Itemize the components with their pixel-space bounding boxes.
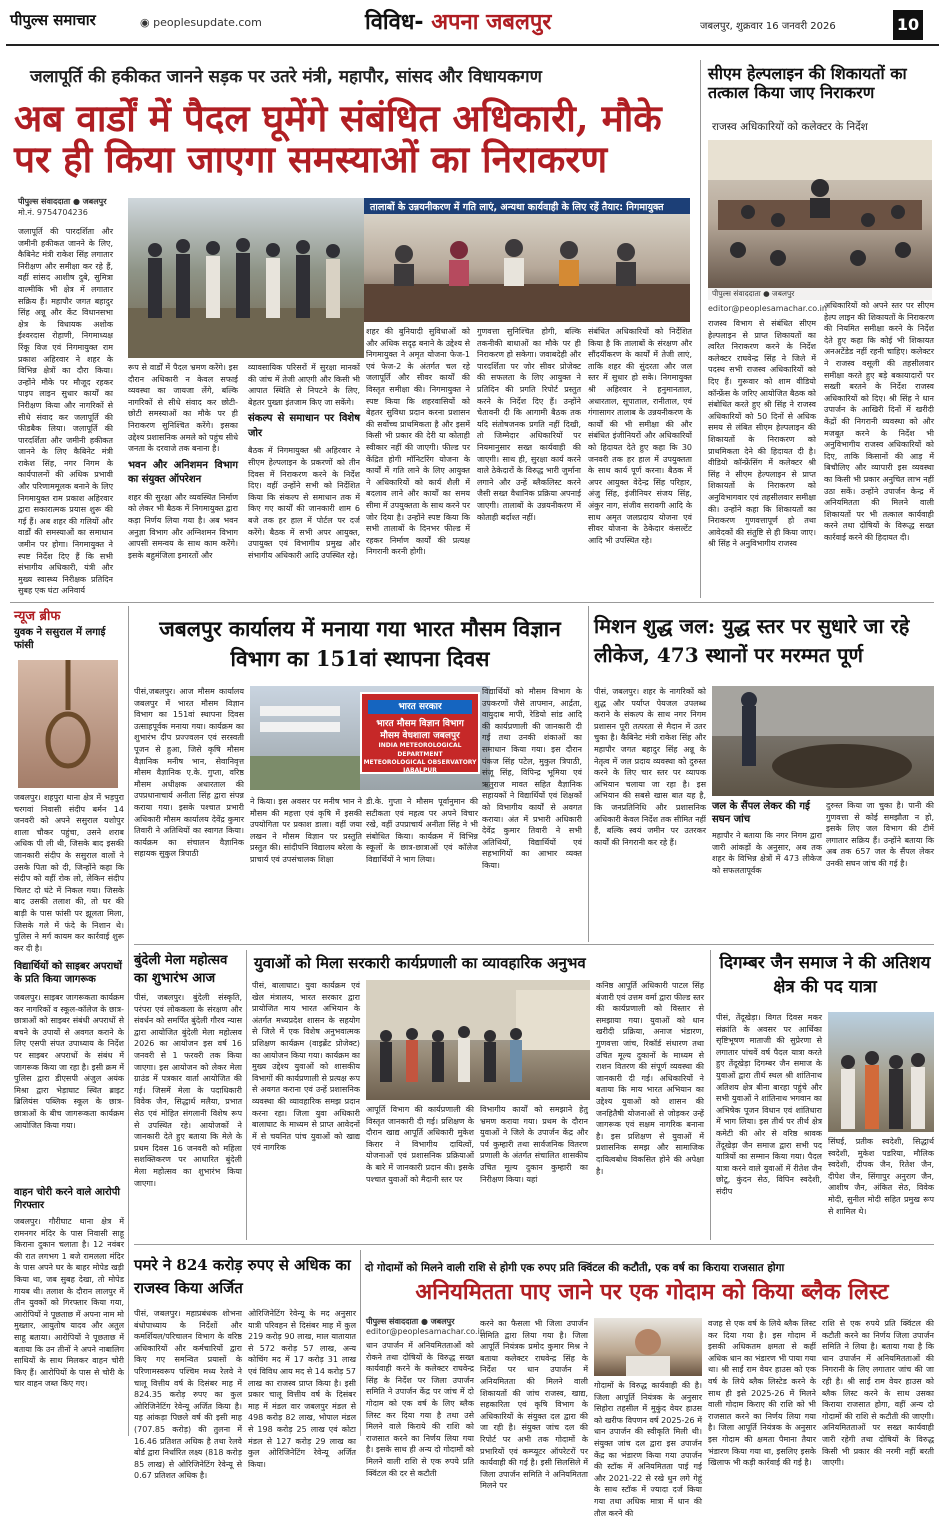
officer-portrait <box>594 1318 702 1376</box>
column-divider <box>710 950 711 1240</box>
rope-photo <box>18 660 118 788</box>
pond-col3: संबंधित अधिकारियों को निर्देशित किया है कि तालाबों के संरक्षण और सौंदर्यीकरण के कार्यों में तेजी लाएं, ताकि शहर की सुंदरता और जल स्तर में सुधार हो सके। निगमायुक्त श्री अहिरवार ने हनुमानताल, अधारताल, सूपाताल, रानीताल, एवं गंगासागर तालाब के उन्नयनीकरण के कार्यों की भी समीक्षा की और संबंधित इंजीनियरों और अधिकारियों को हिदायत देते हुए कहा कि 30 जनवरी तक हर हाल में उपयुक्तता के साथ कार्य पूर्ण करना। बैठक में अपर आयुक्त वेदेन्द्र सिंह परिहार, अंजु सिंह, इंजीनियर संजय सिंह, अंकुर नाग, संजीव सरावगी आदि के साथ अमृत जलप्रदाय योजना एवं सीवर योजना के ठेकेदार कंसल्टेंट आदि भी उपस्थित रहे। <box>588 327 692 545</box>
revenue-headline: पमरे ने 824 करोड़ रुपए से अधिक का राजस्व किया अर्जित <box>134 1256 351 1297</box>
column-divider <box>588 606 589 942</box>
brief3-headline: वाहन चोरी करने वाले आरोपी गिरफ्तार <box>14 1187 120 1211</box>
brief2-headline: विद्यार्थियों को साइबर अपराधों के प्रति किया जागरूक <box>14 961 122 985</box>
cm-byline: पीपुल्स संवाददाता ● जबलपुर <box>708 288 932 300</box>
brief2-text: जबलपुर। साइबर जागरूकता कार्यक्रम कर नागरिकों व स्कूल-कॉलेज के छात्र-छात्राओं को साइबर संबंधी अपराधों से बचने के उपायों से अवगत कराने के लिए एसपी संपत उपाध्याय के निर्देश पर साइबर अपराधों के संबंध में जागरूक किया जा रहा है। इसी क्रम में पुलिस द्वारा डीएसपी अंजुल अयंक मिश्रा द्वारा भेड़ाघाट स्थित ब्राइट ब्रिलियंस पब्लिक स्कूल के छात्र-छात्राओं के बीच जागरूकता कार्यक्रम आयोजित किया गया। <box>14 993 124 1130</box>
godown-kicker: दो गोदामों को मिलने वाली राशि से होगी एक रुपए प्रति क्विंटल की कटौती, एक वर्ष का किराया राजसात होगा <box>365 1262 785 1274</box>
weather-headline: जबलपुर कार्यालय में मनाया गया भारत मौसम विज्ञान विभाग का 151वां स्थापना दिवस <box>159 616 561 672</box>
section-rule <box>134 944 934 945</box>
noose-icon <box>18 660 118 788</box>
godown-email: editor@peoplesamachar.co.in <box>366 1327 485 1336</box>
lead-col1: जलापूर्ति की पारदर्शिता और जमीनी हकीकत जानने के लिए, कैबिनेट मंत्री राकेश सिंह लगातार निरीक्षण और समीक्षा कर रहे हैं, वहीं सांसद आशीष दुबे, सुमित्रा वाल्मीकि भी क्षेत्र में लगातार सक्रिय हैं। महापौर जगत बहादुर सिंह अन्नू और केंट विधानसभा क्षेत्र के विधायक अशोक ईश्वरदास रोहाणी, निगमाध्यक्ष रिंकू विज एवं निगमायुक्त राम प्रकाश अहिरवार ने शहर के विभिन्न क्षेत्रों का दौरा किया। उन्होंने मौके पर मौजूद रहकर पाइप लाइन सुधार कार्यों का निरीक्षण किया और नागरिकों से सीधे संवाद कर जलापूर्ति की फीडबैक लिया। जलापूर्ति की पारदर्शिता और जमीनी हकीकत जानने के लिए कैबिनेट मंत्री राकेश सिंह, नगर निगम के कार्यपालनों की अधिक प्रभावी और परिणाममूलक बनाने के लिए निगमायुक्त राम प्रकाश अहिरवार द्वारा सकारात्मक प्रयास शुरू की गई हैं। अब शहर की गलियों और वार्डों की समस्याओं का समाधान जमीन पर होगा। निगमायुक्त ने स्पष्ट निर्देश दिए हैं कि सभी संभागीय अधिकारी, यंत्री और मुख्य स्वास्थ्य निरीक्षक प्रतिदिन सुबह एक घंटा अनिवार्य <box>18 227 113 596</box>
cm-meeting-photo <box>708 140 932 300</box>
lead-col3: व्यावसायिक परिसरों में सुरक्षा मानकों की जांच में तेजी आएगी और किसी भी आपात स्थिति से निपटने के लिए, बेहतर पुख्ता इंतजाम किए जा सकेंगे। संकल्प से समाधान पर विशेष जोर बैठक में निगमायुक्त श्री अहिरवार ने सीएम हेल्पलाइन के प्रकरणों को तीन दिवस में निराकरण करने के निर्देश दिए। वहीं उन्होंने सभी को निर्देशित किया कि संकल्प से समाधान तक में किए गए कार्यों की जानकारी शाम 6 बजे तक हर हाल में पोर्टल पर दर्ज करेंगे। बैठक में सभी अपर आयुक्त, उपायुक्त एवं विभागीय प्रमुख और संभागीय अधिकारी आदि उपस्थित रहे। <box>248 363 360 560</box>
brief1-text: जबलपुर। शहपुरा थाना क्षेत्र में भड़पुरा चरगवां निवासी संदीप बर्मन 14 जनवरी को अपने ससुराल यशोपुर शाला चौकर पहुंचा, उसने शराब अधिक पी ली थी, जिसके बाद इसकी जानकारी संदीप के ससुराल वालों ने उसके पिता को दी, जिन्होंने कहा कि संदीप को वहीं रोक लो, लेकिन संदीप चिलट दो घंटे में निकल गया। जिसके बाद उसकी तलाश की, तो घर की बाड़ी के पास फांसी पर झूलता मिला, जिसके गले में फंदे के निशान थे। पुलिस ने मर्ग कायम कर कार्रवाई शुरू कर दी है। <box>14 793 124 953</box>
weather-sign-photo <box>250 686 490 790</box>
cm-col2: अधिकारियों को अपने स्तर पर सीएम हेल्प लाइन की शिकायतों के निराकरण की नियमित समीक्षा करने के निर्देश देते हुए कहा कि कोई भी शिकायत अनअटेंडेड नहीं रहनी चाहिए। कलेक्टर ने राजस्व वसूली की तहसीलवार समीक्षा करते हुए बड़े बकायादारों पर सख्ती बरतने के निर्देश राजस्व अधिकारियों को दिए। श्री सिंह ने धान उपार्जन के आखिरी दिनों में खरीदी केंद्रों की निगरानी व्यवस्था को और मजबूत करने के निर्देश भी अनुविभागीय राजस्व अधिकारियों को दिए, ताकि किसानों की आड़ में बिचौलिए और व्यापारी इस व्यवस्था का किसी भी प्रकार अनुचित लाभ नहीं उठा सकें। उन्होंने उपार्जन केन्द्र में अनियमितता की मिलने वाली शिकायतों पर भी तत्काल कार्यवाही करने तथा दोषियों के विरूद्ध सख्त कार्रवाई करने की हिदायत दी। <box>824 301 934 542</box>
bundeli-headline: बुंदेली मेला महोत्सव का शुभारंभ आज <box>134 953 228 986</box>
site-link[interactable]: ◉ peoplesupdate.com <box>140 16 262 29</box>
digambar-headline: दिगम्बर जैन समाज ने की अतिशय क्षेत्र की पद यात्रा <box>719 953 931 997</box>
officials-group-illustration <box>128 198 364 358</box>
godown-col4: वजह से एक वर्ष के लिये ब्लैक लिस्ट कर दिया गया है। इस गोदाम में इसकी अधिकतम क्षमता से कहीं अधिक धान का भंडारण भी पाया गया था। श्री साईं राम वेयर हाउस को एक वर्ष के लिये ब्लैक लिस्टेड करने के साथ ही इसे 2025-26 में मिलने वाली गोदाम किराए की राशि को भी राजसात करने का निर्णय लिया गया है। जिला आपूर्ति नियंत्रक के अनुसार इस गोदाम की क्षमता पैमाना तैयार भंडारण किया गया था, इसलिए इसके खिलाफ भी कड़ी कार्रवाई की गई है। <box>708 1319 816 1468</box>
weather-signboard: भारत सरकार भारत मौसम विज्ञान विभाग मौसम वेधशाला जबलपुर INDIA METEOROLOGICAL DEPARTMENT METEOROLOGICAL OBSERVATORY JABALPUR <box>360 692 480 774</box>
godown-col1: धान उपार्जन में अनियमितताओं को रोकने तथा दोषियों के विरुद्ध सख्त कार्यवाही करने के कलेक्टर राघवेन्द्र सिंह के निर्देश पर जिला उपार्जन समिति ने उपार्जन केंद्र पर जांच में दो गोदाम को एक वर्ष के लिए ब्लैक लिस्ट कर दिया गया है तथा उसे मिलने वाले किराये की राशि को राजसात करने का निर्णय लिया गया है। इसके साथ ही अन्य दो गोदामों को मिलने वाली राशि से एक रुपये प्रति क्विंटल की दर से कटौती <box>366 1341 474 1478</box>
instruments-illustration <box>250 686 360 790</box>
pilgrims-illustration <box>828 1012 934 1132</box>
revenue-col1: पीसं, जबलपुर। महाप्रबंधक शोभना बंधोपाध्याय के निर्देशों और कमर्शियल/परिचालन विभाग के वरिष्ठ अधिकारियों और कर्मचारियों द्वारा किए गए समन्वित प्रयासों के परिणामस्वरूप पश्चिम मध्य रेलवे ने चालू वित्तीय वर्ष के दिसंबर माह में 824.35 करोड़ रुपए का कुल ओरिजिनेटिंग रेवेन्यू अर्जित किया है। यह आंकड़ा पिछले वर्ष की इसी माह (707.85 करोड़) की तुलना में 16.46 प्रतिशत अधिक है तथा रेलवे बोर्ड द्वारा निर्धारित लक्ष्य (818 करोड़ 85 लाख) से ओरिजिनेटिंग रेवेन्यू से 0.67 प्रतिशत अधिक है। <box>134 1309 242 1481</box>
weather-col2: ने किया। इस अवसर पर मनीष भान ने मौसम की महत्ता एवं कृषि में इसकी उपयोगिता पर प्रकाश डाला। वहीं जया लखन ने मौसम विज्ञान पर प्रस्तुति प्रस्तुत की। सांदीपनि विद्यालय बरेला के प्राचार्य एवं उपसंचालक शिक्षा <box>250 797 362 864</box>
youth-col1: पीसं, बालाघाट। युवा कार्यक्रम एवं खेल मंत्रालय, भारत सरकार द्वारा प्रायोजित माय भारत अभियान के अंतर्गत मध्यप्रदेश शासन के सहयोग से जिले में एक विशेष अनुभवात्मक प्रशिक्षण कार्यक्रम (वाइब्रेंट प्रोजेक्ट) का आयोजन किया गया। कार्यक्रम का मुख्य उद्देश्य युवाओं को शासकीय विभागों की कार्यप्रणाली से प्रत्यक्ष रूप से अवगत कराना एवं उन्हें प्रशासनिक व्यवस्था की व्यावहारिक समझ प्रदान करना रहा। जिला युवा अधिकारी बालाघाट के माध्यम से प्राप्त आवेदनों में से चयनित पांच युवाओं को खाद्य एवं नागरिक <box>252 981 360 1153</box>
meeting-illustration <box>364 214 690 322</box>
officer-portrait-illustration <box>594 1318 702 1376</box>
cm-helpline-kicker: राजस्व अधिकारियों को कलेक्टर के निर्देश <box>712 121 868 133</box>
lead-kicker: जलापूर्ति की हकीकत जानने सड़क पर उतरे मंत्री, महापौर, सांसद और विधायकगण <box>30 67 542 87</box>
bundeli-text: पीसं, जबलपुर। बुंदेली संस्कृति, परंपरा एवं लोककला के संरक्षण और संवर्धन को समर्पित बुंदेली गौरव न्यास द्वारा आयोजित बुंदेली मेला महोत्सव 2026 का आयोजन इस वर्ष 16 जनवरी से 1 फरवरी तक किया जाएगा। इस आयोजन को लेकर मेला ग्राउंड में पत्रकार वार्ता आयोजित की गई। जिसमें मेला के पदाधिकारी विवेक जैन, सिद्धार्थ मलैया, प्रभात सेठ एवं मोहित संगलानी विशेष रूप से उपस्थित रहे। आयोजकों ने जानकारी देते हुए बताया कि मेले के प्रथम दिवस 16 जनवरी को महिला सशक्तिकरण पर आधारित बुंदेली मेला महोत्सव का शुभारंभ किया जाएगा। <box>134 993 242 1188</box>
brief3-text: जबलपुर। गौरीघाट थाना क्षेत्र में रामनगर मंदिर के पास निवासी साहू किराना दुकान चलाता है। 12 नवंबर की रात लगभग 1 बजे रामलला मंदिर के पास अपने घर के बाहर मोपेड खड़ी किया था, जब सुबह देखा, तो मोपेड गायब थी। तलाश के दौरान लालपुर में तीन युवकों को गिरफ्तार किया गया, आरोपियों ने पूछताछ में अपना नाम मो मुख्तार, आयुतोष यादव और अतुल साहू बताया। आरोपियों ने पूछताछ में बताया कि उन तीनों ने अपने नाबालिग साथियों के साथ मिलकर वाहन चोरी किए हैं। आरोपियों के पास से चोरी के चार वाहन जब्त किए गए। <box>14 1217 124 1389</box>
header-rule <box>6 44 939 46</box>
revenue-col2: ओरिजिनेटिंग रेवेन्यू के मद अनुसार यात्री परिवहन से दिसंबर माह में कुल 219 करोड़ 90 लाख, माल यातायात से 572 करोड़ 57 लाख, अन्य कोचिंग मद में 17 करोड़ 31 लाख एवं विविध आय मद से 14 करोड़ 57 लाख का राजस्व प्राप्त किया है। इसी प्रकार चालू वित्तीय वर्ष के दिसंबर माह में मंडल वार जबलपुर मंडल से 498 करोड़ 82 लाख, भोपाल मंडल से 198 करोड़ 25 लाख एवं कोटा मंडल से 127 करोड़ 29 लाख का कुल ओरिजिनेटिंग रेवेन्यू अर्जित किया। <box>248 1309 357 1469</box>
weather-col3: डी.के. गुप्ता ने मौसम पूर्वानुमान की सटीकता एवं महत्व पर अपने विचार रखे, वहीं उपप्राचार्य अनीता सिंह ने भी संबोधित किया। कार्यक्रम में विभिन्न स्कूलों के छात्र-छात्राओं एवं कॉलेज विद्यार्थियों ने भाग लिया। <box>366 797 478 864</box>
dateline: जबलपुर, शुक्रवार 16 जनवरी 2026 <box>700 21 836 32</box>
lead-col2: रूप से वार्डों में पैदल भ्रमण करेंगे। इस दौरान अधिकारी न केवल सफाई व्यवस्था का जायजा लेंगे, बल्कि नागरिकों से सीधे संवाद कर छोटी-छोटी समस्याओं का मौके पर ही निराकरण सुनिश्चित करेंगे। इसका उद्देश्य प्रशासनिक अमले को पहुंच सीधे जनता के दरवाजे तक बनाना है। भवन और अनिशमन विभाग का संयुक्त ऑपरेशन शहर की सुरक्षा और व्यवस्थित निर्माण को लेकर भी बैठक में निगमायुक्त द्वारा कड़ा निर्णय लिया गया है। अब भवन अनुज्ञा विभाग और अग्निशमन विभाग आपसी समन्वय के साथ काम करेंगे। इसके बहुमंजिला इमारतों और <box>128 363 238 560</box>
pond-bar-title: तालाबों के उन्नयनीकरण में गति लाएं, अन्यथा कार्यवाही के लिए रहें तैयार: निगमायुक्त <box>364 198 690 215</box>
youth-col4: कनिष्ठ आपूर्ति अधिकारी पाटल सिंह बंजारी एवं उत्तम वर्मा द्वारा फील्ड स्तर की कार्यप्रणाली को विस्तार से समझाया गया। युवाओं को धान खरीदी प्रक्रिया, अनाज भंडारण, गुणवत्ता जांच, रिकॉर्ड संधारण तथा उचित मूल्य दुकानों के माध्यम से राशन वितरण की संपूर्ण व्यवस्था की जानकारी दी गई। अधिकारियों ने बताया कि माय भारत अभियान का उद्देश्य युवाओं को शासन की जनहितैषी योजनाओं से जोड़कर उन्हें जागरूक एवं सक्षम नागरिक बनाना है। इस प्रशिक्षण से युवाओं में प्रशासनिक समझ और सामाजिक दायित्वबोध विकसित होने की अपेक्षा है। <box>596 981 704 1176</box>
pipe-repair-illustration <box>712 686 934 796</box>
column-divider <box>246 950 247 1240</box>
lead-headline: अब वार्डों में पैदल घूमेंगे संबंधित अधिकारी, मौके पर ही किया जाएगा समस्याओं का निराकरण <box>14 96 662 182</box>
cm-col1: राजस्व विभाग से संबंधित सीएम हेल्पलाइन से प्राप्त शिकायतों का त्वरित निराकरण करने के निर्देश कलेक्टर राघवेन्द्र सिंह ने जिले में पदस्थ सभी राजस्व अधिकारियों को दिए हैं। गुरूवार को शाम वीडियो कॉन्फ्रेंस के जरिए आयोजित बैठक को संबोधित करते हुए श्री सिंह ने राजस्व अधिकारियों को 50 दिनों से अधिक समय से लंबित सीएम हेल्पलाइन की शिकायतों के निराकरण को प्राथमिकता देने की हिदायत दी है। वीडियो कॉन्फ्रेंसिंग में कलेक्टर श्री सिंह ने सीएम हेल्पलाइन से प्राप्त शिकायतों के निराकरण को अनुविभागवार एवं तहसीलवार समीक्षा की। उन्होंने कहा कि शिकायतों का निराकरण गुणवत्तापूर्ण हो तथा आवेदकों की संतुष्टि से ही किया जाए। श्री सिंह ने अनुविभागीय राजस्व <box>708 319 816 549</box>
lead-byline: पीपुल्स संवाददाता ● जबलपुर मो.नं. 9754704236 <box>18 197 107 217</box>
water-caption-head: जल के सैंपल लेकर की गई सघन जांच <box>712 801 810 825</box>
warehouse-crowd-illustration <box>366 980 590 1100</box>
godown-col3: गोदामों के विरुद्ध कार्यवाही की है। जिला आपूर्ति नियंत्रक के अनुसार सिहोरा तहसील में मुकुंद वेयर हाउस को खरीफ विपणन वर्ष 2025-26 में धान उपार्जन की स्वीकृति मिली थी। संयुक्त जांच दल द्वारा इस उपार्जन केंद्र का भंडारण किया गया उपार्जन की स्टॉक में अनियमितता पाई गई और 2021-22 से रखे धुन लगे गेहूं के साथ स्टॉक में ज्यादा दर्ज किया गया तथा अधिक मात्रा में धान की तौल करने की <box>594 1381 702 1518</box>
youth-headline: युवाओं को मिला सरकारी कार्यप्रणाली का व्यावहारिक अनुभव <box>254 954 586 972</box>
water-col3: दुरुस्त किया जा चुका है। पानी की गुणवत्ता से कोई समझौता न हो, इसके लिए जल विभाग की टीमें लगातार सक्रिय हैं। उन्होंने बताया कि अब तक 657 जल के सैंपल लेकर उनकी सघन जांच की गई है। <box>826 801 934 868</box>
pond-meeting-photo <box>364 214 690 322</box>
youth-col2: आपूर्ति विभाग की कार्यप्रणाली की विस्तृत जानकारी दी गई। प्रशिक्षण के दौरान खाद्य आपूर्ति अधिकारी मुकेश किरार ने विभागीय दायित्वों, योजनाओं एवं प्रशासनिक प्रक्रियाओं के बारे में जानकारी प्रदान की। इसके पश्चात युवाओं को मैदानी स्तर पर <box>366 1105 474 1184</box>
digambar-text: पीसं, तेंदूखेड़ा। विगत दिवस मकर संक्रांति के अवसर पर आर्थिका सृष्टिभूषण माताजी की सुप्रेरणा से लगातार पांचवें वर्ष पैदल यात्रा करते हुए तेंदूखेड़ा दिगम्बर जैन समाज के युवाओं द्वारा तीर्थ स्थल श्री शांतिनाथ अतिशय क्षेत्र बीना बारहा पहुंचे और सभी युवाओं ने शांतिनाथ भगवान का अभिषेक पूजन विधान एवं शांतिधारा में भाग लिया। इस तीर्थ पर तीर्थ क्षेत्र कमेटी की ओर से वरिष्ठ श्रावक तेंदूखेड़ा जैन समाज द्वारा सभी पद यात्रियों का सम्मान किया गया। पैदल यात्रा करने वाले युवाओं में रीतेश जैन छोटू, कुंदन सेठ, विपिन स्वदेशी, संदीप <box>716 1013 822 1196</box>
section-rule <box>134 1244 934 1245</box>
water-col2: महापौर ने बताया कि नगर निगम द्वारा जारी आंकड़ों के अनुसार, अब तक शहर के विभिन्न क्षेत्रों में 473 लीकेज को सफलतापूर्वक <box>712 831 822 875</box>
brief1-headline: युवक ने ससुराल में लगाई फांसी <box>14 627 106 651</box>
youth-photo <box>366 980 590 1100</box>
section-title: विविध- अपना जबलपुर <box>365 10 552 35</box>
godown-col2: करने का फैसला भी जिला उपार्जन समिति द्वारा लिया गया है। जिला आपूर्ति नियंत्रक प्रमोद कुमार मिश्र ने बताया कलेक्टर राघवेन्द्र सिंह के निर्देश पर धान उपार्जन में अनियमितता की मिलने वाली शिकायतों की जांच राजस्व, खाद्य, सहकारिता एवं कृषि विभाग के अधिकारियों के संयुक्त दल द्वारा की जा रही है। संयुक्त जांच दल की रिपोर्ट पर अभी तक गोदामों के प्रभारियों एवं कम्प्यूटर ऑपरेटरों पर कार्यवाही की गई है। इसी सिलसिले में जिला उपार्जन समिति ने अनियमितता मिलने पर <box>480 1319 588 1491</box>
cm-email: editor@peoplesamachar.co.in <box>708 304 827 313</box>
water-headline: मिशन शुद्ध जल: युद्ध स्तर पर सुधारे जा रहे लीकेज, 473 स्थानों पर मरम्मत पूर्ण <box>594 614 910 667</box>
news-brief-label: न्यूज ब्रीफ <box>14 609 61 624</box>
godown-byline: पीपुल्स संवाददाता ● जबलपुर <box>366 1317 455 1326</box>
section-rule <box>10 602 934 603</box>
water-col1: पीसं, जबलपुर। शहर के नागरिकों को शुद्ध और पर्याप्त पेयजल उपलब्ध कराने के संकल्प के साथ नगर निगम प्रशासन पूरी तत्परता से मैदान में उतर चुका है। कैबिनेट मंत्री राकेश सिंह और महापौर जगत बहादुर सिंह अन्नू के नेतृत्व में जल प्रदाय व्यवस्था को दुरुस्त करने के लिए चार स्तर पर व्यापक अभियान चलाया जा रहा है। इस अभियान की सबसे खास बात यह है, कि जनप्रतिनिधि और प्रशासनिक अधिकारी केवल निर्देश तक सीमित नहीं हैं, बल्कि स्वयं जमीन पर उतरकर कार्यों की निगरानी कर रहे हैं। <box>594 687 706 847</box>
column-divider <box>360 1250 361 1436</box>
digambar-text2: सिंघई, प्रतीक स्वदेशी, सिद्धार्थ स्वदेशी, मुकेश पडरिया, मौलिक स्वदेशी, दीपक जैन, रितेश जैन, दीपेश जैन, सिंगापुर अनुराग जैन, आशीष जैन, अंकित सेठ, विवेक मोदी, सुनील मोदी सहित प्रमुख रूप से शामिल थे। <box>828 1137 934 1216</box>
godown-headline: अनियमितता पाए जाने पर एक गोदाम को किया ब्लैक लिस्ट <box>415 1279 889 1305</box>
cm-helpline-headline: सीएम हेल्पलाइन की शिकायतों का तत्काल किया जाए निराकरण <box>708 64 907 103</box>
youth-col3: विभागीय कार्यों को समझाने हेतु भ्रमण कराया गया। प्रथम के दौरान युवाओं ने जिले के उपार्जन केंद्र और पर्व कुम्हारी तथा सार्वजनिक वितरण प्रणाली के अंतर्गत संचालित शासकीय उचित मूल्य दुकान कुम्हारी का निरीक्षण किया। यहां <box>480 1105 588 1184</box>
pond-col1: शहर की बुनियादी सुविधाओं को और अधिक सदृढ़ बनाने के उद्देश्य से निगमायुक्त ने अमृत योजना फेज-1 एवं फेज-2 के अंतर्गत चल रहे जलापूर्ति और सीवर कार्यों की विस्तृत समीक्षा की। निगमायुक्त ने स्पष्ट किया कि शहरवासियों को बेहतर सुविधा प्रदान करना प्रशासन की सर्वोच्च प्राथमिकता है और इसमें किसी भी प्रकार की देरी या कोताही स्वीकार नहीं की जाएगी। फील्ड पर केंद्रित होगी मॉनिटरिंग योजना के कार्यों में गति लाने के लिए आयुक्त ने अधिकारियों को कार्य शैली में बदलाव लाने और कार्यों का समय सीमा में उपयुक्तता के साथ करने पर जोर दिया है। उन्होंने स्पष्ट किया कि सभी तालाबों के दिनभर फील्ड में रहकर निर्माण कार्यों की प्रत्यक्ष निगरानी करनी होगी। <box>366 327 470 557</box>
collector-meeting-illustration <box>708 140 932 290</box>
page-number: 10 <box>893 10 923 40</box>
weather-col4: विद्यार्थियों को मौसम विभाग के उपकरणों जैसे तापमान, आर्द्रता, वायुदाब मापी, रेडियो सांड आदि की कार्यप्रणाली की जानकारी दी गई तथा उनकी शंकाओं का समाधान किया गया। इस दौरान पंकज सिंह पटेल, मुकुल त्रिपाठी, संजू सिंह, विपिन्द्र भूमिया एवं ऋतुराज मावत सहित वैज्ञानिक सहायकों ने विद्यार्थियों एवं शिक्षकों को विभागीय कार्यों से अवगत कराया। अंत में प्रभारी अधिकारी देवेंद्र कुमार तिवारी ने सभी अतिथियों, विद्यार्थियों एवं सहभागियों का आभार व्यक्त किया। <box>482 687 582 870</box>
column-divider <box>128 606 129 1436</box>
brand-logo[interactable]: पीपुल्स समाचार <box>10 11 96 29</box>
lead-photo <box>128 198 364 358</box>
globe-icon: ◉ <box>140 16 154 29</box>
pipe-repair-photo <box>712 686 934 796</box>
pond-col2: गुणवत्ता सुनिश्चित होगी, बल्कि तकनीकी बाधाओं का मौके पर ही निराकरण हो सकेगा। जवाबदेही और पारदर्शिता पर जोर सीवर प्रोजेक्ट की सफलता के लिए आयुक्त ने प्रतिदिन की प्रगति रिपोर्ट प्रस्तुत करने के निर्देश दिए हैं। उन्होंने चेतावनी दी कि आगामी बैठक तक यदि संतोषजनक प्रगति नहीं दिखी, तो जिम्मेदार अधिकारियों पर नियमानुसार सख्त कार्यवाही की जाएगी। साथ ही, सुरक्षा कार्य करने वाले ठेकेदारों के विरुद्ध भारी जुर्माना लगाने और उन्हें ब्लैकलिस्ट करने जैसी सख्त वैधानिक प्रक्रिया अपनाई जाएगी। तालाबों के उन्नयनीकरण में कोताही बर्दाश्त नहीं। <box>477 327 581 522</box>
godown-col5: राशि से एक रुपये प्रति क्विंटल की कटौती करने का निर्णय जिला उपार्जन समिति ने लिया है। बताया गया है कि धान उपार्जन में अनियमितताओं की निगरानी के लिए लगातार जांच की जा रही है। श्री साईं राम वेयर हाउस को ब्लैक लिस्ट करने के साथ उसका किराया राजसात होगा, वहीं अन्य दो गोदामों की राशि से कटौती की जाएगी। अनियमितताओं पर सख्त कार्यवाही जारी रहेगी तथा दोषियों के विरुद्ध किसी भी प्रकार की नरमी नहीं बरती जाएगी। <box>822 1319 934 1468</box>
pilgrims-photo <box>828 1012 934 1132</box>
column-divider <box>700 60 701 598</box>
weather-col1: पीसं,जबलपुर। आज मौसम कार्यालय जबलपुर में भारत मौसम विज्ञान विभाग का 151वां स्थापना दिवस उत्साहपूर्वक मनाया गया। कार्यक्रम का शुभारंभ दीप प्रज्ज्वलन एवं सरस्वती पूजन से हुआ, जिसे कृषि मौसम वैज्ञानिक मनीष भान, सेवानिवृत्त मौसम वैज्ञानिक ए.के. गुप्ता, वरिष्ठ मौसम अधीक्षक अधारताल की उपप्रधानाचार्य अनीता सिंह द्वारा संपन्न कराया गया। इसके पश्चात प्रभारी अधिकारी मौसम कार्यालय देवेंद्र कुमार तिवारी ने अतिथियों का स्वागत किया। कार्यक्रम का संचालन वैज्ञानिक सहायक सुकुल त्रिपाठी <box>134 687 244 859</box>
